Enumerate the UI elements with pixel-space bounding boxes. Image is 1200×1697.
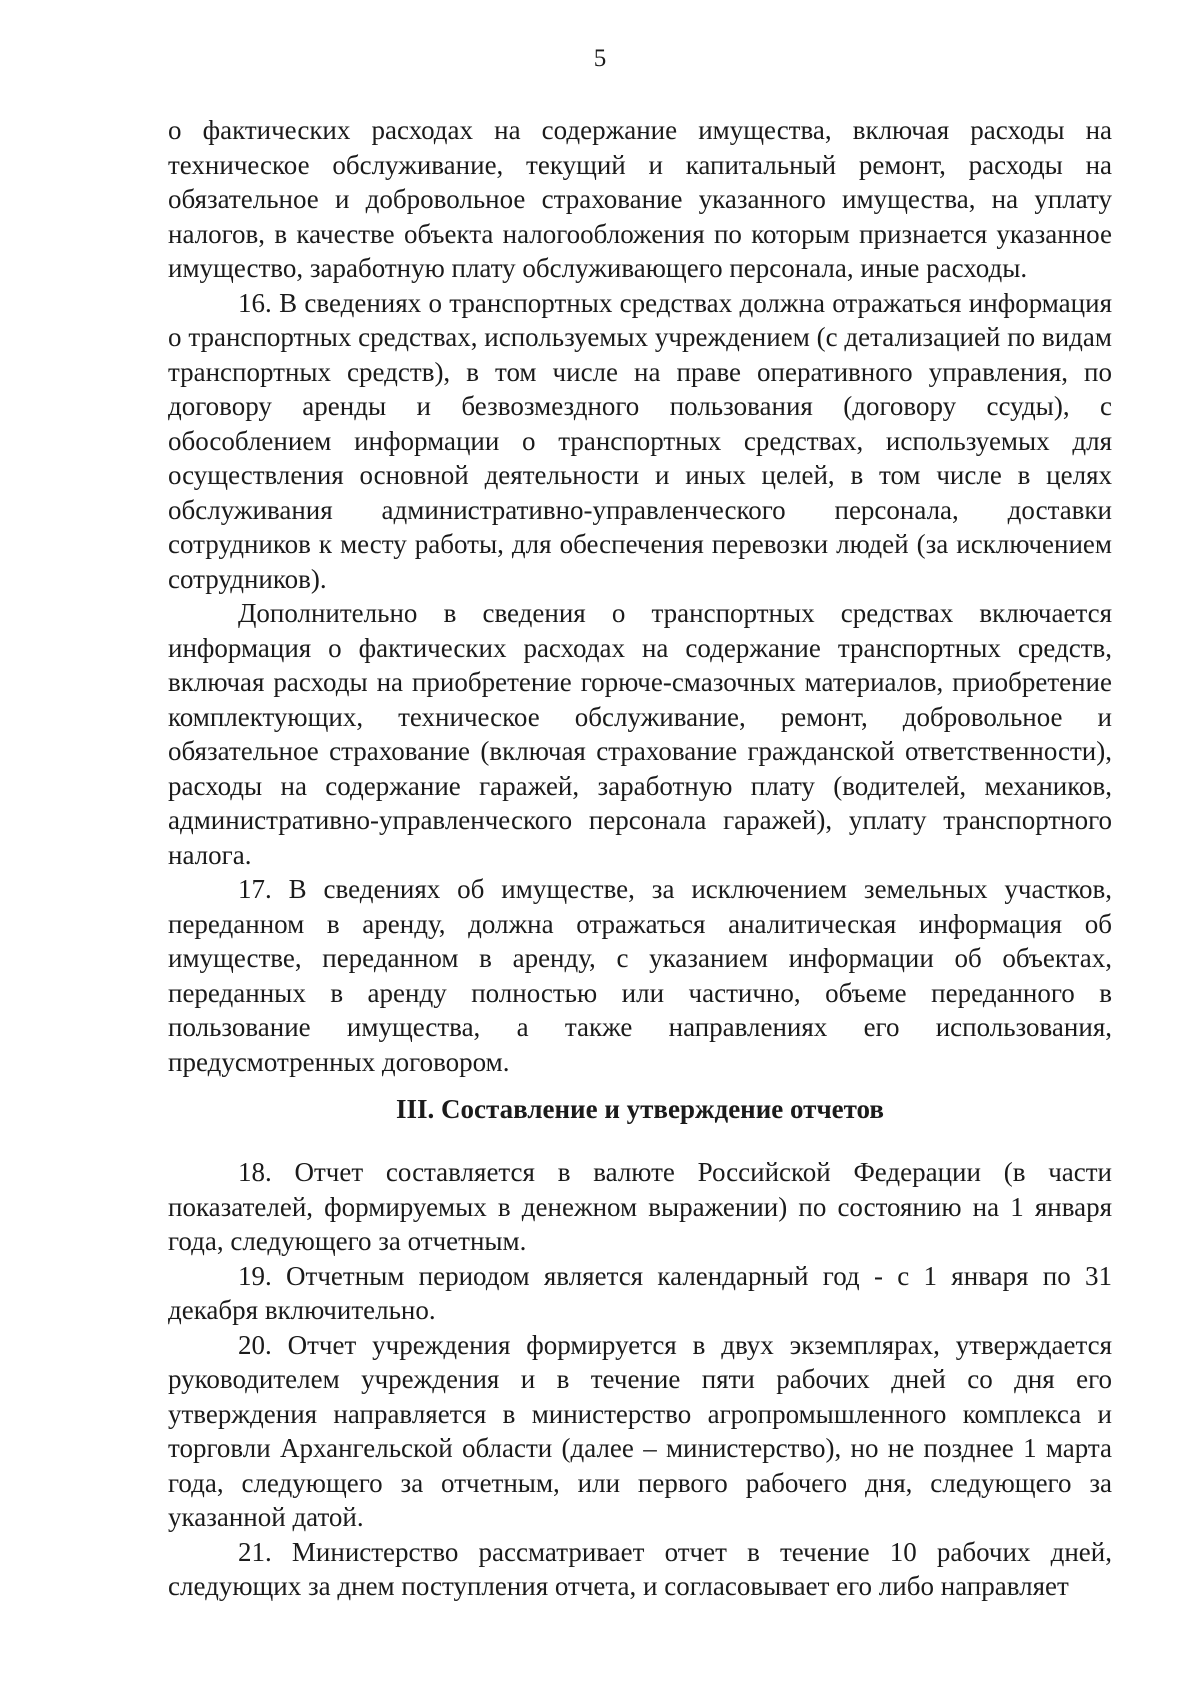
page-number: 5: [593, 45, 607, 72]
paragraph-17: 17. В сведениях об имуществе, за исключением земельных участков, переданном в аренду, должна отражаться аналитическая информация об имуществе, переданном в аренду, с указанием информации об объектах, переданных в аренду полностью или частично, объеме переданного в пользование имущества, а также направлениях его использования, предусмотренных договором.: [168, 874, 1112, 1077]
paragraph-16: 16. В сведениях о транспортных средствах должна отражаться информация о транспортных средствах, используемых учреждением (с детализацией по видам транспортных средств), в том числе на праве оперативного управления, по договору аренды и безвозмездного пользования (договору ссуды), с обособлением информации о транспортных средствах, используемых для осуществления основной деятельности и иных целей, в том числе в целях обслуживания административно-управленческого персонала, доставки сотрудников к месту работы, для обеспечения перевозки людей (за исключением сотрудников).: [168, 287, 1112, 594]
paragraph-18: 18. Отчет составляется в валюте Российской Федерации (в части показателей, формируемых в денежном выражении) по состоянию на 1 января года, следующего за отчетным.: [168, 1157, 1112, 1256]
paragraph-16-additional: Дополнительно в сведения о транспортных средствах включается информация о фактических расходах на содержание транспортных средств, включая расходы на приобретение горюче-смазочных материалов, приобретение комплектующих, техническое обслуживание, ремонт, добровольное и обязательное страхование (включая страхование гражданской ответственности), расходы на содержание гаражей, заработную плату (водителей, механиков, административно-управленческого персонала гаражей), уплату транспортного налога.: [168, 598, 1112, 870]
body-text-top: [168, 113, 1112, 1079]
paragraph-20: 20. Отчет учреждения формируется в двух экземплярах, утверждается руководителем учреждения и в течение пяти рабочих дней со дня его утверждения направляется в министерство агропромышленного комплекса и торговли Архангельской области (далее – министерство), но не позднее 1 марта года, следующего за отчетным, или первого рабочего дня, следующего за указанной датой.: [168, 1329, 1112, 1532]
paragraph-continuation: о фактических расходах на содержание имущества, включая расходы на техническое обслуживание, текущий и капитальный ремонт, расходы на обязательное и добровольное страхование указанного имущества, на уплату налогов, в качестве объекта налогообложения по которым признается указанное имущество, заработную плату обслуживающего персонала, иные расходы.: [168, 115, 1112, 283]
section-heading: III. Составление и утверждение отчетов: [396, 1094, 884, 1124]
body-text-bottom: [168, 1155, 1112, 1604]
paragraph-19: 19. Отчетным периодом является календарный год - с 1 января по 31 декабря включительно.: [168, 1260, 1112, 1325]
paragraph-21: 21. Министерство рассматривает отчет в течение 10 рабочих дней, следующих за днем поступления отчета, и согласовывает его либо направляет: [168, 1536, 1112, 1601]
